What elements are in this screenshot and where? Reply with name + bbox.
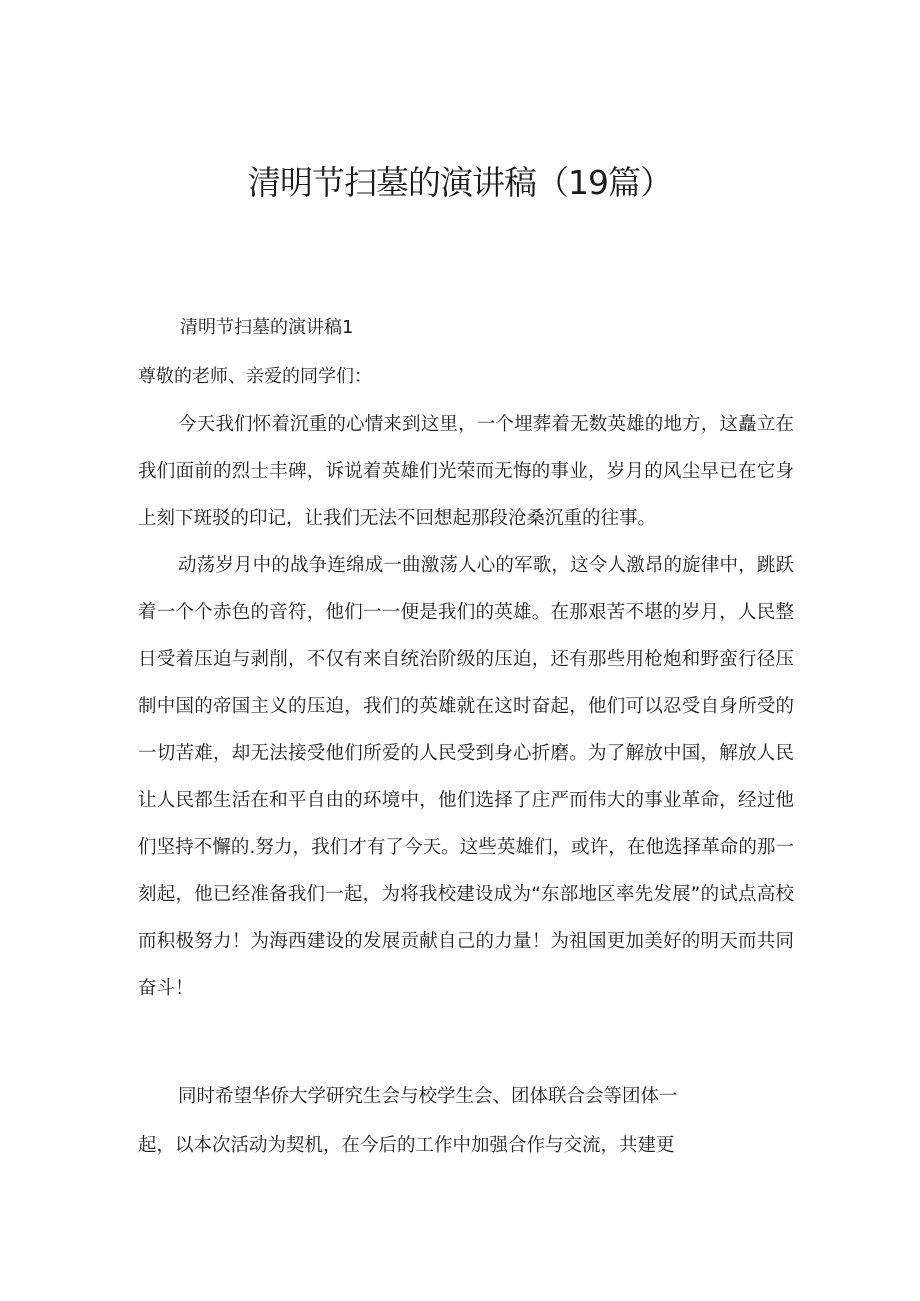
paragraph-4: 起，以本次活动为契机，在今后的工作中加强合作与交流，共建更 — [138, 1135, 675, 1156]
greeting-line: 尊敬的老师、亲爱的同学们： — [138, 366, 372, 387]
section-heading: 清明节扫墓的演讲稿1 — [180, 317, 354, 338]
paragraph-2: 动荡岁月中的战争连绵成一曲激荡人心的军歌，这令人激昂的旋律中，跳跃着一个个赤色的音符，他们一一便是我们的英雄。在那艰苦不堪的岁月，人民整日受着压迫与剥削，不仅有来自统治阶级的压迫，还有那些用枪炮和野蛮行径压制中国的帝国主义的压迫，我们的英雄就在这时奋起，他们可以忍受自身所受的一切苦难，却无法接受他们所爱的人民受到身心折磨。为了解放中国，解放人民让人民都生活在和平自由的环境中，他们选择了庄严而伟大的事业革命，经过他们坚持不懈的.努力，我们才有了今天。这些英雄们，或许，在他选择革命的那一刻起，他已经准备我们一起，为将我校建设成为“东部地区率先发展”的试点高校而积极努力！为海西建设的发展贡献自己的力量！为祖国更加美好的明天而共同奋斗！ — [138, 555, 794, 999]
paragraph-1: 今天我们怀着沉重的心情来到这里，一个埋葬着无数英雄的地方，这矗立在我们面前的烈士丰碑，诉说着英雄们光荣而无悔的事业，岁月的风尘早已在它身上刻下斑驳的印记，让我们无法不回想起那段沧桑沉重的往事。 — [138, 414, 794, 529]
paragraph-3: 同时希望华侨大学研究生会与校学生会、团体联合会等团体一 — [178, 1086, 678, 1107]
document-title: 清明节扫墓的演讲稿（19篇） — [248, 163, 672, 202]
